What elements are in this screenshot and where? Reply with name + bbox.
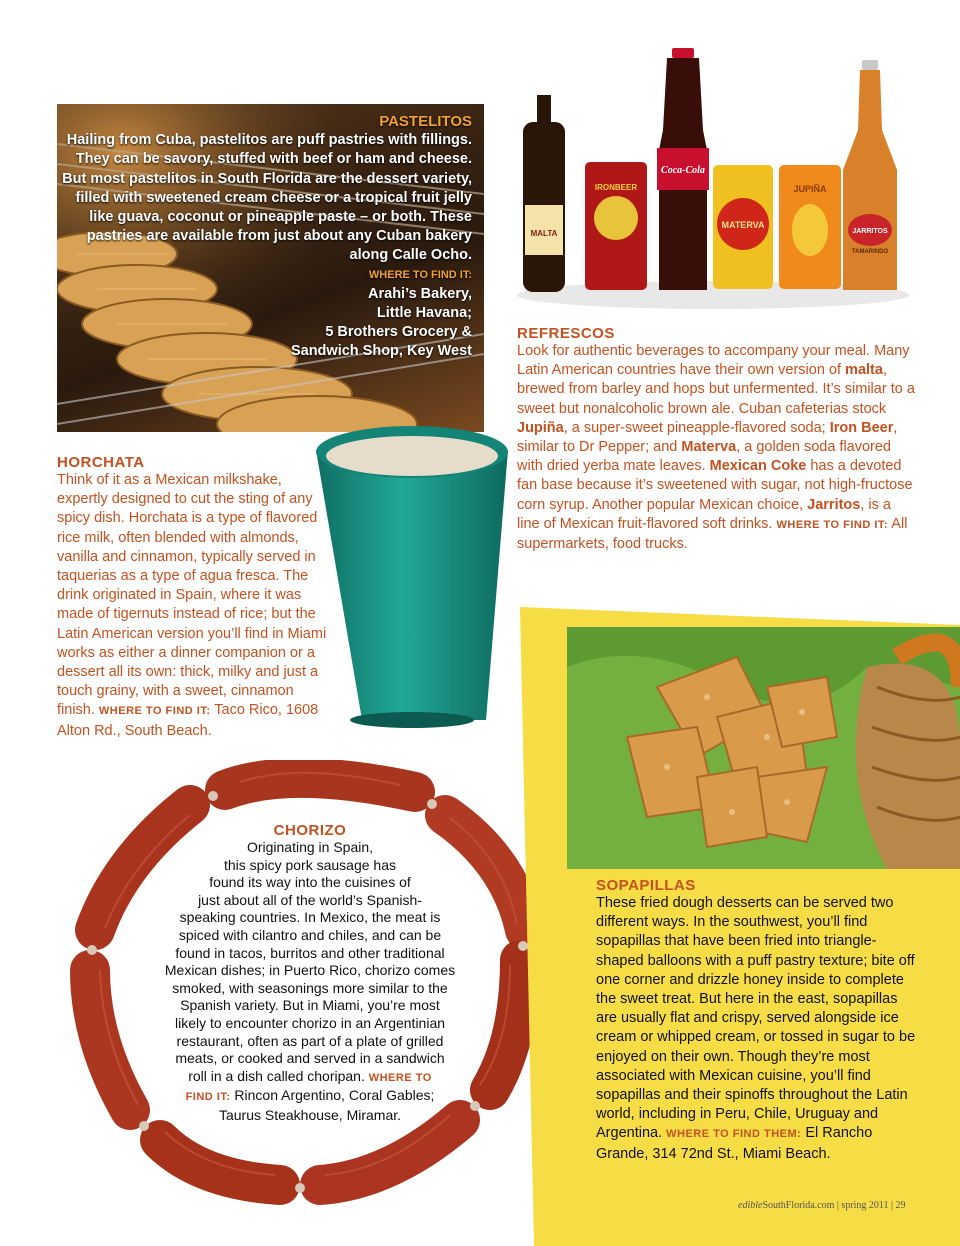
refrescos-materva: Materva: [681, 439, 737, 456]
chorizo-line-11: likely to encounter chorizo in an Argentinian: [174, 1014, 446, 1031]
horchata-title: HORCHATA: [57, 454, 145, 471]
refrescos-where-label: WHERE TO FIND IT:: [776, 518, 889, 531]
pastelitos-title: PASTELITOS: [379, 113, 472, 130]
refrescos-text-3: , a super-sweet pineapple-flavored soda;: [563, 419, 830, 436]
refrescos-text-1: Look for authentic beverages to accompany your meal. Many Latin American countries have their own version of: [517, 343, 910, 379]
horchata-text: Think of it as a Mexican milkshake, expertly designed to cut the sting of any spicy dish. Horchata is a type of flavored rice milk, often blended with almonds, vanilla and cinnamon, typically served in taquerias as a type of agua fresca. The drink originated in Spain, where it was made of tigernuts instead of rice; but the Latin American version you’ll find in Miami works as either a dinner companion or a dessert all its own: thick, milky and just a touch grainy, with a sweet, cinnamon finish.: [57, 472, 327, 719]
sopapillas-section: [596, 877, 916, 1164]
chorizo-line-3: found its way into the cuisines of: [209, 874, 411, 891]
refrescos-text-4: , similar to Dr Pepper; and: [517, 419, 898, 456]
pastelitos-body: Hailing from Cuba, pastelitos are puff pastries with fillings. They can be savory, stuffed with beef or ham and cheese. But most pastelitos in South Florida are the dessert variety, filled with sweetened cream cheese or a tropical fruit jelly like guava, coconut or pineapple paste – or both. These pastries are available from just about any Cuban bakery along Calle Ocho.: [62, 132, 472, 264]
pastelitos-photo: [57, 104, 484, 432]
refrescos-jarritos: Jarritos: [807, 496, 861, 513]
chorizo-body: [140, 839, 480, 1125]
refrescos-ironbeer: Iron Beer: [829, 419, 894, 436]
refrescos-mexcoke: Mexican Coke: [709, 458, 807, 475]
chorizo-line-10: Spanish variety. But in Miami, you’re most: [180, 997, 440, 1014]
chorizo-line-13: meats, or cooked and served in a sandwich: [175, 1050, 445, 1067]
malta-label: MALTA: [530, 229, 558, 238]
tamarind-label: TAMARINDO: [851, 249, 889, 255]
pastelitos-where-line-2: Little Havana;: [376, 305, 472, 322]
horchata-where-label: WHERE TO FIND IT:: [98, 705, 211, 718]
sopapillas-illustration: [567, 627, 960, 869]
ironbeer-can: [585, 162, 647, 290]
page-folio: [738, 1200, 906, 1211]
refrescos-text-2: , brewed from barley and hops but unfermented. It’s similar to a sweet but nonalcoholic brown ale. Cuban cafeterias stock: [517, 362, 915, 417]
materva-label: MATERVA: [721, 220, 765, 230]
coke-label: Coca-Cola: [661, 165, 705, 176]
chorizo-line-4: just about all of the world’s Spanish-: [198, 891, 422, 908]
chorizo-line-7: found in tacos, burritos and other traditional: [175, 944, 445, 961]
materva-can: [713, 165, 773, 289]
chorizo-where-label-b: FIND IT:: [185, 1091, 231, 1104]
chorizo-line-15: [140, 1087, 480, 1107]
folio-rest: SouthFlorida.com | spring 2011 | 29: [762, 1200, 906, 1211]
refrescos-where-text: All supermarkets, food trucks.: [517, 515, 908, 553]
chorizo-section: [140, 822, 480, 1125]
chorizo-line-6: spiced with cilantro and chiles, and can be: [178, 926, 442, 943]
horchata-where-text: Taco Rico, 1608 Alton Rd., South Beach.: [57, 702, 319, 739]
jupina-label: JUPIÑA: [793, 184, 827, 194]
chorizo-line-12: restaurant, often as part of a plate of grilled: [176, 1032, 444, 1049]
sopapillas-where-text: El Rancho Grande, 314 72nd St., Miami Beach.: [596, 1125, 873, 1162]
refrescos-jupina: Jupiña: [517, 419, 564, 436]
chorizo-line-8: Mexican dishes; in Puerto Rico, chorizo comes: [164, 962, 456, 979]
refrescos-section: [517, 325, 917, 554]
refrescos-title: REFRESCOS: [517, 325, 615, 342]
pastelitos-where-line-1: Arahi’s Bakery,: [368, 285, 472, 302]
pastelitos-text: [57, 112, 484, 362]
chorizo-title: CHORIZO: [273, 822, 347, 839]
jupina-can: [779, 165, 841, 289]
pastelitos-where-line-4: Sandwich Shop, Key West: [290, 343, 472, 360]
refrescos-text-7: , is a line of Mexican fruit-flavored soft drinks.: [517, 496, 891, 532]
refrescos-text-6: has a devoted fan base because it’s sweetened with sugar, not high-fructose corn syrup. Another popular Mexican choice,: [517, 458, 913, 513]
chorizo-line-16: Taurus Steakhouse, Miramar.: [218, 1106, 402, 1123]
chorizo-last-line: roll in a dish called choripan.: [188, 1067, 365, 1084]
refrescos-body: [517, 342, 917, 554]
sopapillas-title: SOPAPILLAS: [596, 877, 696, 894]
horchata-section: [57, 454, 327, 741]
sopapillas-photo: [567, 627, 960, 869]
chorizo-line-2: this spicy pork sausage has: [224, 856, 396, 873]
pastelitos-where-label: WHERE TO FIND IT:: [368, 268, 472, 281]
chorizo-line-5: speaking countries. In Mexico, the meat is: [179, 909, 441, 926]
horchata-body: [57, 471, 327, 741]
pastelitos-where-line-3: 5 Brothers Grocery &: [325, 324, 472, 341]
refrescos-malta: malta: [845, 362, 883, 379]
drinks-photo: [517, 40, 909, 316]
horchata-cup-photo: [312, 420, 512, 730]
chorizo-where-label-a: WHERE TO: [368, 1071, 432, 1084]
sopapillas-text: These fried dough desserts can be served two different ways. In the southwest, you’ll find sopapillas that have been fried into triangle-shaped balloons with a puff pastry texture; bite off one corner and drizzle honey inside to complete the sweet treat. But here in the east, sopapillas are usually flat and crispy, served alongside ice cream or whipped cream, or tossed in sugar to be enjoyed on their own. Though they’re most associated with Mexican cuisine, you’ll find sopapillas and their spinoffs throughout the Latin world, including in Peru, Chile, Uruguay and Argentina.: [596, 895, 916, 1142]
malta-bottle: [523, 95, 565, 292]
chorizo-line-1: Originating in Spain,: [246, 839, 374, 855]
chorizo-line-14: [140, 1068, 480, 1088]
sopapillas-body: [596, 894, 916, 1164]
refrescos-text-5: , a golden soda flavored with dried yerba mate leaves.: [517, 439, 891, 475]
chorizo-line-9: smoked, with seasonings more similar to the: [172, 979, 448, 996]
folio-edible: edible: [738, 1200, 763, 1211]
sopapillas-where-label: WHERE TO FIND THEM:: [666, 1128, 802, 1141]
chorizo-where-text-a: Rincon Argentino, Coral Gables;: [230, 1087, 435, 1104]
jarritos-label: JARRITOS: [852, 228, 888, 235]
ironbeer-label: IRONBEER: [594, 183, 638, 192]
